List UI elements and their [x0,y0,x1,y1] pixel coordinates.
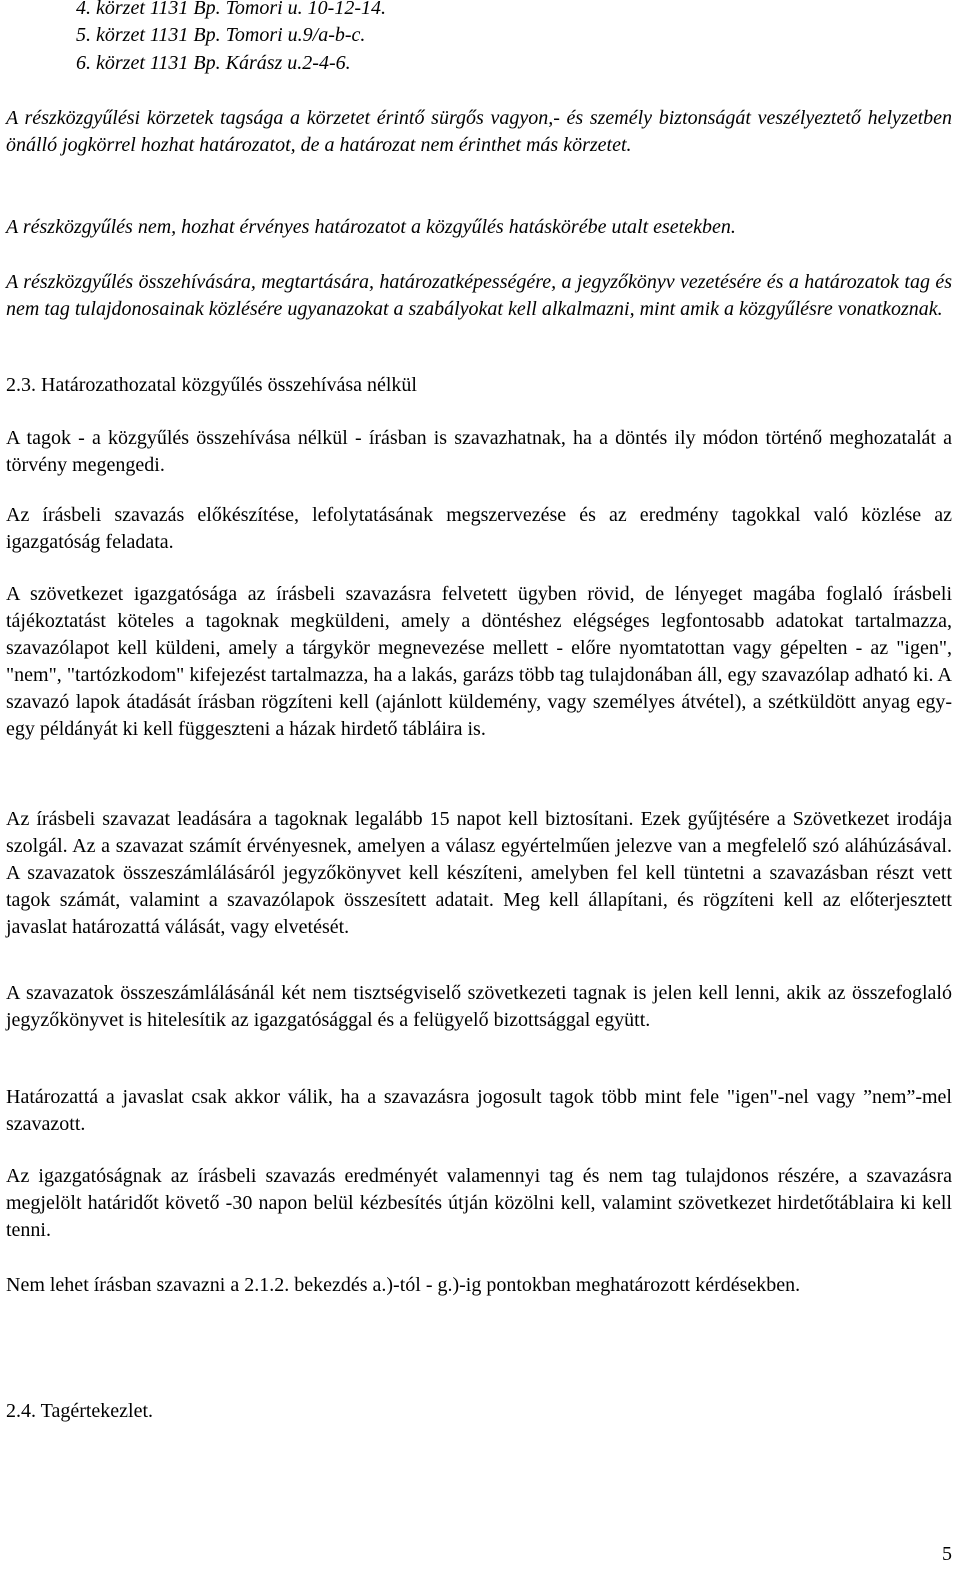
section-heading: 2.3. Határozathozatal közgyűlés összehívása nélkül [6,374,417,396]
paragraph: Az írásbeli szavazat leadására a tagoknak legalább 15 napot kell biztosítani. Ezek gyűjtésére a Szövetkezet irodája szolgál. Az a szavazat számít érvényesnek, amelyen a válasz egyértelműen jelezve van a megfelelő szó aláhúzásával. A szavazatok összeszámlálásáról jegyzőkönyvet kell készíteni, amelyben fel kell tüntetni a szavazásban részt vett tagok számát, valamint a szavazólapok összesített adatait. Meg kell állapítani, és rögzíteni kell az előterjesztett javaslat határozattá válását, vagy elvetését. [6,808,952,938]
italic-paragraph: A részközgyűlés nem, hozhat érvényes határozatot a közgyűlés hatáskörébe utalt esetekben. [6,216,736,238]
paragraph: Az igazgatóságnak az írásbeli szavazás eredményét valamennyi tag és nem tag tulajdonos részére, a szavazásra megjelölt határidőt követő -30 napon belül kézbesítés útján közölni kell, valamint szövetkezet hirdetőtáblaira ki kell tenni. [6,1165,952,1241]
district-list-item: 5. körzet 1131 Bp. Tomori u.9/a-b-c. [76,24,366,46]
italic-paragraph: A részközgyűlés összehívására, megtartására, határozatképességére, a jegyzőkönyv vezetésére és a határozatok tag és nem tag tulajdonosainak közlésére ugyanazokat a szabályokat kell alkalmazni, mint amik a közgyűlésre vonatkoznak. [6,271,952,320]
paragraph: A szövetkezet igazgatósága az írásbeli szavazásra felvetett ügyben rövid, de lényeget magába foglaló írásbeli tájékoztatást köteles a tagoknak megküldeni, amely a döntéshez elégséges legfontosabb adatokat tartalmazza, szavazólapot kell küldeni, amely a tárgykör megnevezése mellett - előre nyomtatottan vagy gépelten - az "igen", "nem", "tartózkodom" kifejezést tartalmazza, ha a lakás, garázs több tag tulajdonában áll, egy szavazólap adható ki. A szavazó lapok átadását írásban rögzíteni kell (ajánlott küldemény, vagy személyes átvétel), a szétküldött anyag egy-egy példányát ki kell függeszteni a házak hirdető tábláira is. [6,583,952,740]
paragraph: Az írásbeli szavazás előkészítése, lefolytatásának megszervezése és az eredmény tagokkal való közlése az igazgatóság feladata. [6,504,952,553]
district-list-item: 4. körzet 1131 Bp. Tomori u. 10-12-14. [76,0,386,19]
italic-paragraph: A részközgyűlési körzetek tagsága a körzetet érintő sürgős vagyon,- és személy biztonságát veszélyeztető helyzetben önálló jogkörrel hozhat határozatot, de a határozat nem érinthet más körzetet. [6,107,952,156]
page-number: 5 [942,1543,952,1565]
paragraph: Határozattá a javaslat csak akkor válik, ha a szavazásra jogosult tagok több mint fele "igen"-nel vagy ”nem”-mel szavazott. [6,1086,952,1135]
section-heading: 2.4. Tagértekezlet. [6,1400,154,1422]
paragraph: A tagok - a közgyűlés összehívása nélkül - írásban is szavazhatnak, ha a döntés ily módon történő meghozatalát a törvény megengedi. [6,427,952,476]
paragraph: Nem lehet írásban szavazni a 2.1.2. bekezdés a.)-tól - g.)-ig pontokban meghatározott kérdésekben. [6,1274,801,1296]
paragraph: A szavazatok összeszámlálásánál két nem tisztségviselő szövetkezeti tagnak is jelen kell lenni, akik az összefoglaló jegyzőkönyvet is hitelesítik az igazgatósággal és a felügyelő bizottsággal együtt. [6,982,952,1031]
district-list-item: 6. körzet 1131 Bp. Kárász u.2-4-6. [76,52,351,74]
